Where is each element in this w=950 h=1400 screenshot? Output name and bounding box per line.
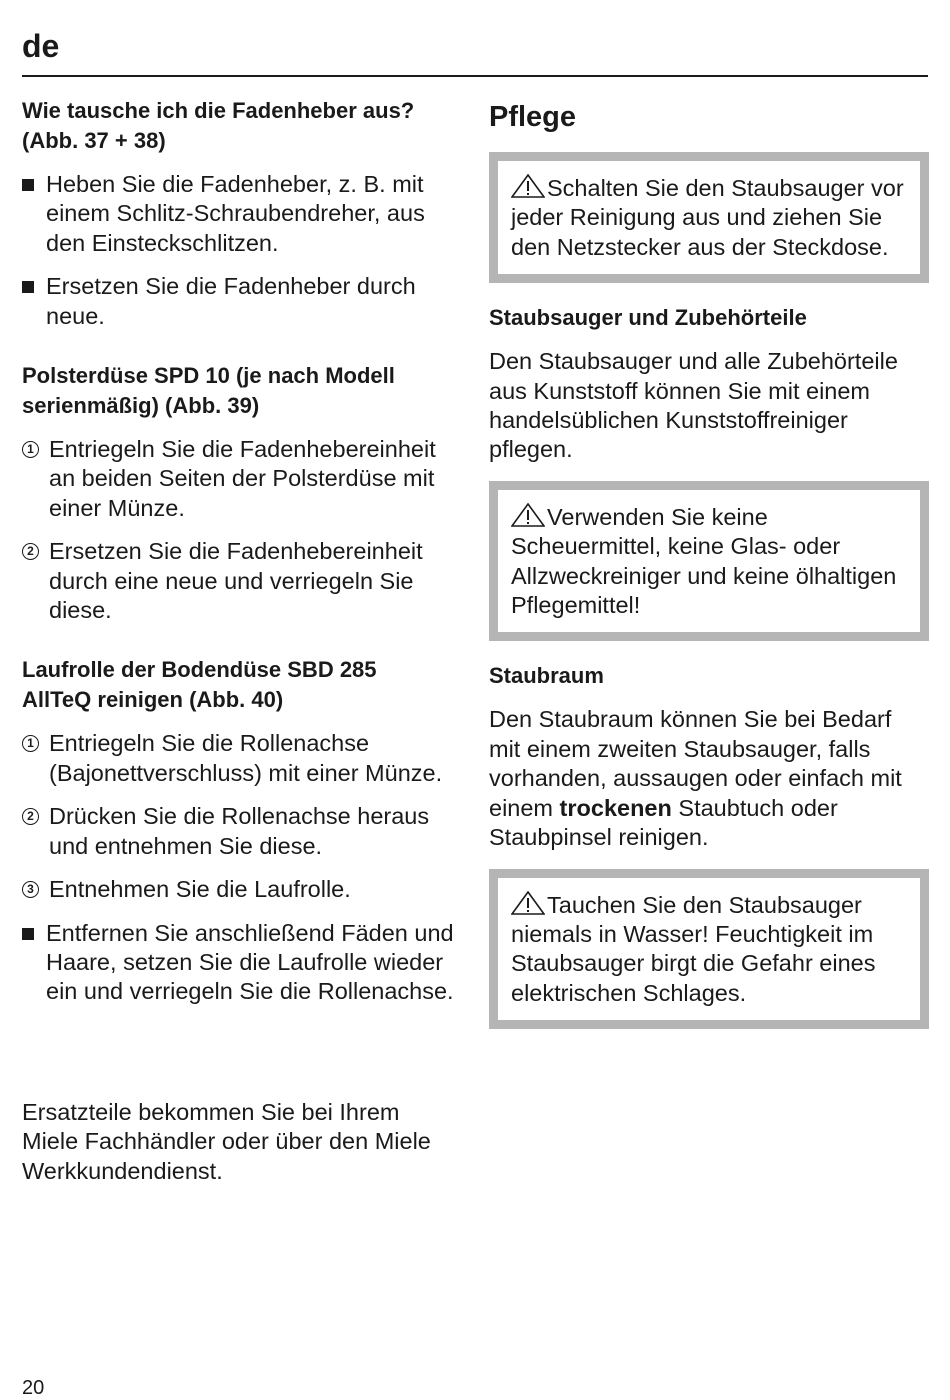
numbered-item bbox=[22, 875, 462, 904]
warning-text bbox=[511, 503, 906, 621]
warning-triangle-icon bbox=[511, 174, 545, 198]
warning-box bbox=[489, 481, 929, 642]
numbered-item bbox=[22, 802, 462, 861]
section-title-polsterduese bbox=[22, 361, 462, 421]
warning-text-content: Verwenden Sie keine Scheuermittel, keine Glas- oder Allzweckreiniger und keine ölhaltigen Pflegemittel! bbox=[511, 503, 897, 619]
list-item bbox=[22, 170, 462, 258]
list-item-text: Ersetzen Sie die Fadenheber durch neue. bbox=[46, 273, 416, 329]
section-title-pflege: Pflege bbox=[489, 101, 577, 133]
list-item-text: Entriegeln Sie die Rollenachse (Bajonettverschluss) mit einer Münze. bbox=[49, 730, 443, 786]
list-item-text: Ersetzen Sie die Fadenhebereinheit durch eine neue und verriegeln Sie diese. bbox=[49, 538, 423, 624]
list-item-text: Entnehmen Sie die Laufrolle. bbox=[49, 876, 351, 903]
left-column bbox=[22, 96, 462, 1007]
step-number-icon: 1 bbox=[22, 735, 39, 752]
section-title-line: Laufrolle der Bodendüse SBD 285 bbox=[22, 657, 377, 683]
warning-box bbox=[489, 869, 929, 1030]
header-rule bbox=[22, 75, 928, 77]
paragraph: Den Staubsauger und alle Zubehörteile aus Kunststoff können Sie mit einem handelsüblichen Kunststoffreiniger pflegen. bbox=[489, 348, 898, 463]
step-number-icon: 1 bbox=[22, 441, 39, 458]
warning-text-content: Tauchen Sie den Staubsauger niemals in Wasser! Feuchtigkeit im Staubsauger birgt die Gefahr eines elektrischen Schlages. bbox=[511, 891, 876, 1006]
page-number: 20 bbox=[22, 1377, 45, 1399]
numbered-item bbox=[22, 729, 462, 788]
list-item-text: Drücken Sie die Rollenachse heraus und entnehmen Sie diese. bbox=[49, 803, 430, 859]
square-bullet-icon bbox=[22, 928, 34, 940]
section-title-line: Polsterdüse SPD 10 (je nach Modell bbox=[22, 363, 395, 389]
paragraph-text: Staubtuch oder Staubpinsel reinigen. bbox=[489, 794, 838, 851]
subtitle-staubraum: Staubraum bbox=[489, 663, 604, 689]
list-item-text: Entfernen Sie anschließend Fäden und Haare, setzen Sie die Laufrolle wieder ein und verriegeln Sie die Rollenachse. bbox=[46, 919, 454, 1005]
square-bullet-icon bbox=[22, 179, 34, 191]
list-item-text: Entriegeln Sie die Fadenhebereinheit an beiden Seiten der Polsterdüse mit einer Münze. bbox=[49, 436, 436, 521]
section-title-fadenheber bbox=[22, 96, 462, 156]
section-title-laufrolle bbox=[22, 655, 462, 715]
warning-triangle-icon bbox=[511, 503, 545, 527]
section-title-line: AllTeQ reinigen (Abb. 40) bbox=[22, 687, 284, 713]
warning-triangle-icon bbox=[511, 891, 545, 915]
list-item-text: Heben Sie die Fadenheber, z. B. mit einem Schlitz-Schraubendreher, aus den Einsteckschlitzen. bbox=[46, 171, 425, 256]
subtitle-zubehoerteile: Staubsauger und Zubehörteile bbox=[489, 305, 807, 331]
section-title-line: (Abb. 37 + 38) bbox=[22, 128, 166, 153]
step-number-icon: 3 bbox=[22, 881, 39, 898]
warning-text-content: Schalten Sie den Staubsauger vor jeder Reinigung aus und ziehen Sie den Netzstecker aus der Steckdose. bbox=[511, 175, 904, 260]
section-title-line: serienmäßig) (Abb. 39) bbox=[22, 393, 260, 419]
warning-text bbox=[511, 174, 906, 262]
square-bullet-icon bbox=[22, 281, 34, 293]
spare-parts-note: Ersatzteile bekommen Sie bei Ihrem Miele Fachhändler oder über den Miele Werkkundendienst. bbox=[22, 1099, 431, 1184]
step-number-icon: 2 bbox=[22, 808, 39, 825]
right-column bbox=[489, 98, 929, 1029]
paragraph-text: Den Staubraum können Sie bei Bedarf mit einem zweiten Staubsauger, falls vorhanden, aussaugen oder einfach mit einem bbox=[489, 706, 902, 821]
list-item bbox=[22, 919, 462, 1007]
warning-text bbox=[511, 891, 906, 1009]
warning-box bbox=[489, 152, 929, 283]
section-title-line: Wie tausche ich die Fadenheber aus? bbox=[22, 98, 415, 123]
numbered-item bbox=[22, 537, 462, 625]
emphasis-text: trockenen bbox=[559, 794, 672, 821]
step-number-icon: 2 bbox=[22, 543, 39, 560]
list-item bbox=[22, 272, 462, 331]
paragraph bbox=[489, 705, 929, 852]
numbered-item bbox=[22, 435, 462, 523]
language-label: de bbox=[22, 28, 60, 64]
